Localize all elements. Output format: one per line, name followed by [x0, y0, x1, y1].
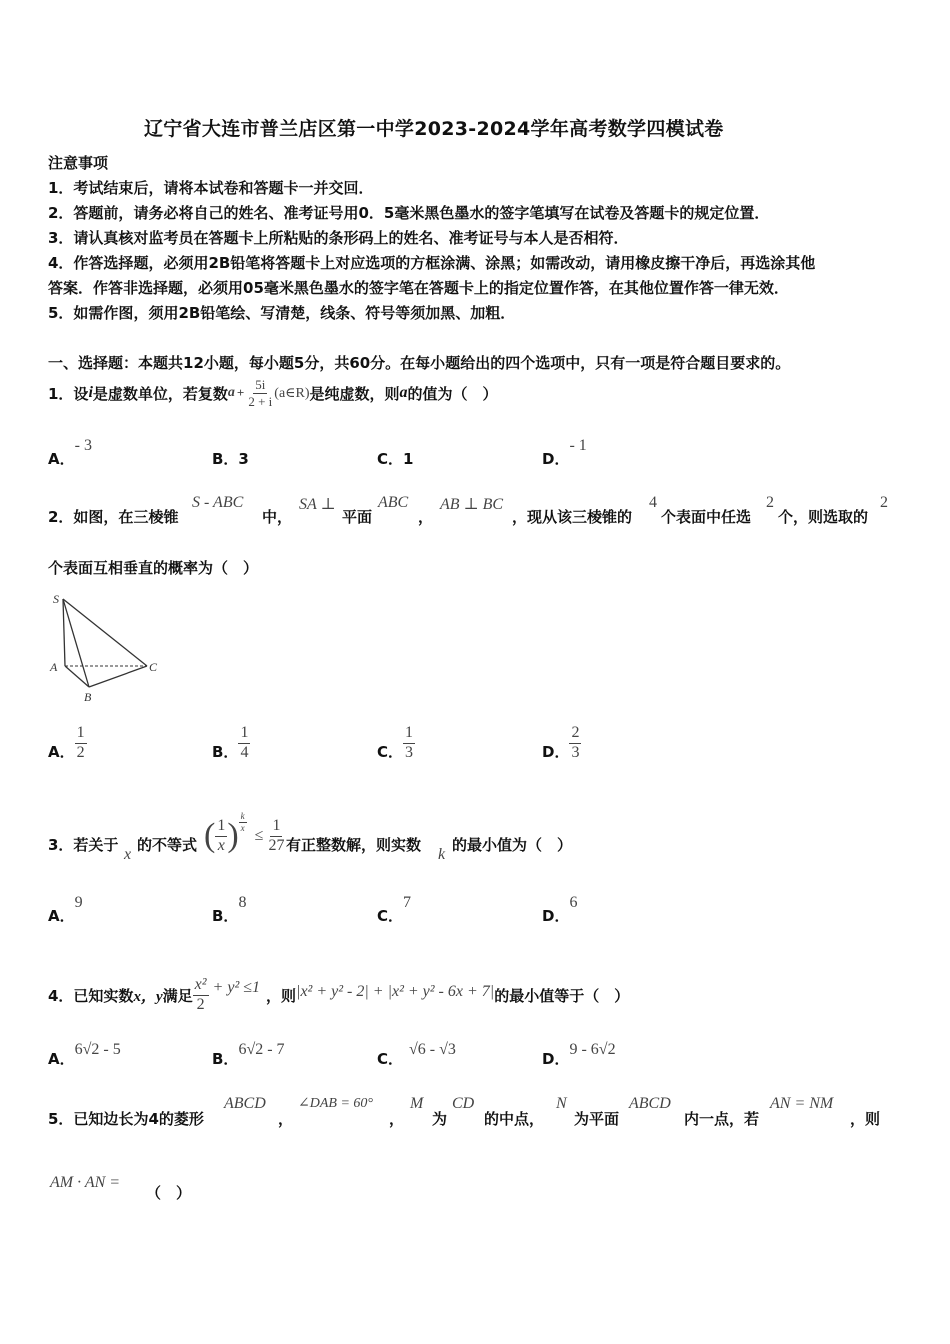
q1-text: 是纯虚数，则 [309, 384, 400, 403]
q3-option-a[interactable] [48, 894, 83, 926]
le-sign: ≤ [254, 827, 264, 845]
frac-num: 1 [403, 725, 415, 744]
page-title: 辽宁省大连市普兰店区第一中学2023-2024学年高考数学四模试卷 [144, 118, 724, 140]
option-value: - 3 [74, 437, 92, 454]
q5-text: ，则 [850, 1110, 881, 1128]
q2-math: S - ABC [192, 494, 244, 511]
label-c: C [149, 660, 158, 674]
frac-num: x² [193, 977, 209, 996]
option-value: √6 - √3 [409, 1041, 456, 1058]
q2-option-d[interactable] [542, 725, 581, 762]
q3-text: 的最小值为（ ） [452, 836, 573, 854]
q3-base-fraction [215, 818, 227, 855]
q2-text: 2．如图，在三棱锥 [48, 508, 179, 526]
q2-text: 中， [262, 508, 293, 526]
frac-num: 2 [569, 725, 581, 744]
notice-item: 答案．作答非选择题，必须用05毫米黑色墨水的签字笔在答题卡上的指定位置作答，在其他位置作答一律无效． [48, 279, 789, 297]
q5-math: AM · AN = [50, 1174, 121, 1191]
option-value: - 1 [569, 437, 587, 454]
q2-math: 2 [880, 494, 888, 511]
option-fraction [569, 725, 581, 762]
q3-option-d[interactable] [542, 894, 578, 926]
question-4 [48, 977, 629, 1014]
paren: ( [204, 817, 216, 855]
q5-math: M [410, 1095, 424, 1112]
notice-item: 5．如需作图，须用2B铅笔绘、写清楚，线条、符号等须加黑、加粗． [48, 304, 516, 322]
option-value: 9 [74, 894, 83, 911]
option-label: C． [377, 1050, 404, 1068]
q1-var-i: i [88, 384, 93, 402]
q1-var-a2: a [399, 384, 408, 402]
q2-text: 个表面互相垂直的概率为（ ） [48, 559, 259, 577]
q3-inequality [204, 811, 286, 855]
frac-num: 1 [75, 725, 87, 744]
frac-den: 2 [196, 995, 205, 1013]
option-label: B．3 [212, 450, 249, 468]
q1-var-a: a [227, 385, 235, 401]
q5-text: ， [278, 1110, 294, 1128]
frac-num: 1 [270, 818, 282, 837]
q3-option-c[interactable] [377, 894, 412, 926]
q5-text: 的中点， [484, 1110, 545, 1128]
q3-exponent [239, 812, 247, 834]
option-value: 6√2 - 7 [238, 1041, 285, 1058]
edge-bc [89, 666, 147, 687]
option-label: A． [48, 1050, 75, 1068]
q2-option-b[interactable] [212, 725, 250, 762]
q5-math: ∠DAB = 60° [298, 1096, 373, 1111]
q3-var-x: x [124, 846, 132, 863]
q4-option-b[interactable] [212, 1041, 285, 1069]
option-value: 8 [238, 894, 247, 911]
question-1 [48, 378, 498, 408]
notice-heading: 注意事项 [48, 154, 109, 172]
q1-fraction [246, 378, 274, 408]
q4-expression: |x² + y² - 2| + |x² + y² - 6x + 7| [296, 983, 495, 1001]
q1-text: 是虚数单位，若复数 [92, 384, 228, 403]
q1-text: 的值为（ ） [407, 384, 498, 403]
q4-text: ，则 [266, 986, 297, 1005]
q2-math: 4 [649, 494, 657, 511]
edge-sb [63, 599, 89, 687]
notice-item: 1．考试结束后，请将本试卷和答题卡一并交回． [48, 179, 374, 197]
option-value: 6√2 - 5 [74, 1041, 121, 1058]
q5-text: ， [389, 1110, 405, 1128]
option-label: B． [212, 1050, 239, 1068]
q2-math: AB ⊥ BC [440, 496, 504, 513]
label-b: B [84, 690, 92, 704]
q5-math: ABCD [629, 1095, 671, 1112]
option-label: D． [542, 907, 570, 925]
q5-text: （ ） [146, 1184, 192, 1202]
q1-option-d[interactable] [542, 437, 587, 469]
option-label: A． [48, 743, 75, 761]
q2-text: 平面 [342, 508, 373, 526]
frac-den: 27 [268, 836, 285, 854]
frac-den: x [240, 823, 245, 834]
label-s: S [53, 592, 59, 606]
option-label: C． [377, 907, 404, 925]
option-fraction [403, 725, 415, 762]
q4-text: 的最小值等于（ ） [494, 986, 630, 1005]
q4-vars: x，y [133, 988, 163, 1005]
q1-plus: + [236, 385, 245, 401]
q2-text: ， [418, 508, 434, 526]
q5-text: 为 [432, 1110, 448, 1128]
option-label: D． [542, 1050, 570, 1068]
q3-text: 有正整数解，则实数 [286, 836, 422, 854]
frac-num: 1 [238, 725, 250, 744]
q2-option-a[interactable] [48, 725, 87, 762]
q2-option-c[interactable] [377, 725, 415, 762]
q1-option-a[interactable] [48, 437, 92, 469]
q4-option-a[interactable] [48, 1041, 121, 1069]
q1-frac-den: 2 + i [248, 393, 273, 409]
pyramid-figure [44, 590, 164, 708]
q5-math: AN = NM [770, 1095, 834, 1112]
q2-text: 个表面中任选 [661, 508, 752, 526]
option-fraction [238, 725, 250, 762]
frac-den: 2 [76, 744, 85, 761]
option-label: C．1 [377, 450, 414, 468]
q3-text: 3．若关于 [48, 836, 119, 854]
q3-text: 的不等式 [137, 836, 198, 854]
option-label: D． [542, 743, 570, 761]
option-value: 7 [403, 894, 412, 911]
q1-option-c[interactable] [377, 448, 413, 469]
section-heading: 一、选择题：本题共12小题，每小题5分，共60分。在每小题给出的四个选项中，只有一项是符合题目要求的。 [48, 354, 791, 372]
option-label: A． [48, 450, 75, 468]
frac-num: k [239, 812, 247, 823]
q2-math: ABC [378, 494, 409, 511]
notice-item: 4．作答选择题，必须用2B铅笔将答题卡上对应选项的方框涂满、涂黑；如需改动，请用橡皮擦干净后，再选涂其他 [48, 254, 816, 272]
q4-text: 满足 [162, 986, 193, 1005]
q5-math: N [556, 1095, 567, 1112]
paren: ) [227, 817, 239, 855]
q1-cond: (a∈R) [274, 385, 310, 401]
q5-math: CD [452, 1095, 475, 1112]
q2-text: 个，则选取的 [778, 508, 869, 526]
frac-den: 3 [571, 744, 580, 761]
option-label: B． [212, 907, 239, 925]
frac-den: 3 [405, 744, 414, 761]
frac-den: 4 [240, 744, 249, 761]
notice-item: 3．请认真核对监考员在答题卡上所粘贴的条形码上的姓名、准考证号与本人是否相符． [48, 229, 629, 247]
notice-item: 2．答题前，请务必将自己的姓名、准考证号用0．5毫米黑色墨水的签字笔填写在试卷及答题卡的规定位置． [48, 204, 770, 222]
frac-den: x [217, 836, 225, 854]
q2-math: 2 [766, 494, 774, 511]
edge-sa [63, 599, 65, 666]
option-label: C． [377, 743, 404, 761]
option-label: A． [48, 907, 75, 925]
q1-text: 1．设 [48, 384, 89, 403]
q4-option-d[interactable] [542, 1041, 616, 1069]
q3-rhs-fraction [266, 818, 286, 855]
q4-condition: + y² ≤1 [212, 979, 261, 997]
q2-text: ，现从该三棱锥的 [512, 508, 633, 526]
frac-num: 1 [215, 818, 227, 837]
label-a: A [50, 660, 58, 674]
q4-text: 4．已知实数 [48, 986, 134, 1005]
q1-frac-num: 5i [255, 377, 266, 392]
option-fraction [75, 725, 87, 762]
option-value: 6 [569, 894, 578, 911]
option-label: D． [542, 450, 570, 468]
q5-math: ABCD [224, 1095, 266, 1112]
edge-sc [63, 599, 147, 666]
q5-text: 5．已知边长为4的菱形 [48, 1110, 204, 1128]
option-value: 9 - 6√2 [569, 1041, 616, 1058]
q3-var-k: k [438, 846, 446, 863]
q4-fraction [193, 977, 209, 1014]
q2-math: SA ⊥ [299, 496, 336, 513]
q5-text: 内一点，若 [684, 1110, 760, 1128]
q1-option-b[interactable] [212, 448, 249, 469]
q5-text: 为平面 [574, 1110, 620, 1128]
q4-option-c[interactable] [377, 1041, 456, 1069]
q3-option-b[interactable] [212, 894, 247, 926]
option-label: B． [212, 743, 239, 761]
